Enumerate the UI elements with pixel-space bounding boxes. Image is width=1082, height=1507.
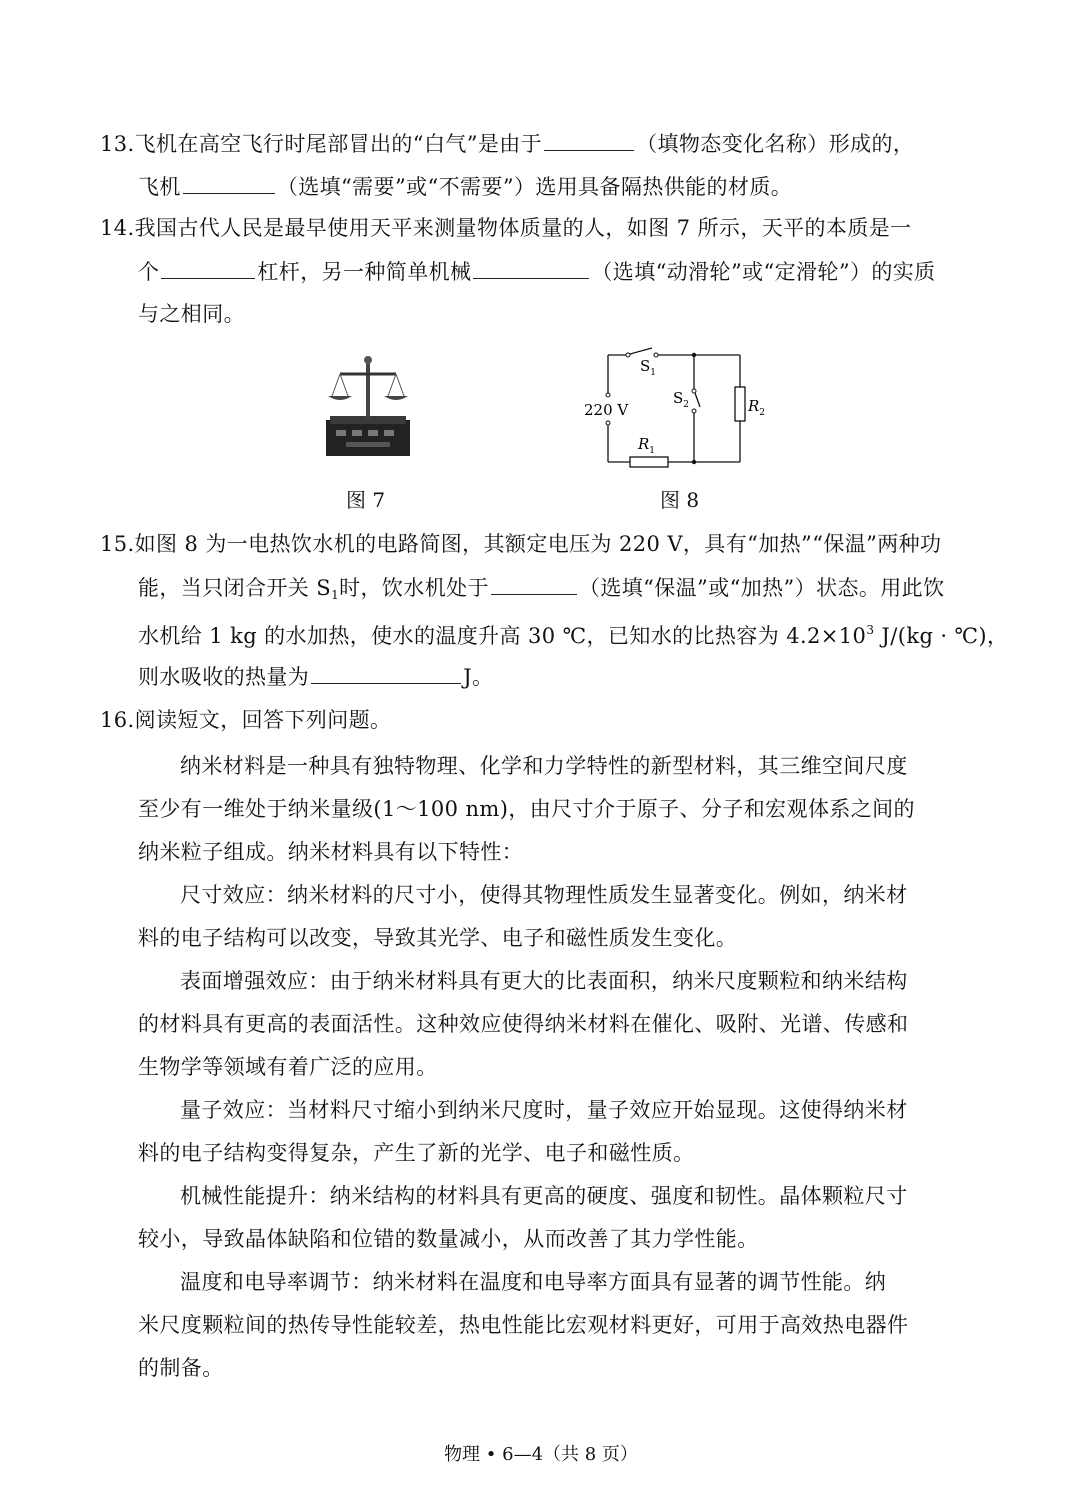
q13-line-2: 飞机 （选填“需要”或“不需要”）选用具备隔热供能的材质。 bbox=[138, 171, 792, 202]
page-footer: 物理 • 6—4（共 8 页） bbox=[444, 1444, 638, 1465]
q16-passage-line: 的制备。 bbox=[138, 1356, 224, 1380]
q16-passage-line: 量子效应：当材料尺寸缩小到纳米尺度时，量子效应开始显现。这使得纳米材 bbox=[180, 1098, 908, 1122]
q16-passage-line: 尺寸效应：纳米材料的尺寸小，使得其物理性质发生显著变化。例如，纳米材 bbox=[180, 883, 908, 907]
s1-label: $S_1$ bbox=[640, 357, 657, 378]
q15-number: 15. bbox=[100, 532, 135, 556]
q13-line-1: 13.飞机在高空飞行时尾部冒出的“白气”是由于 （填物态变化名称）形成的， bbox=[100, 128, 914, 159]
source-voltage-label: 220 V bbox=[584, 401, 629, 419]
q14-blank-2[interactable] bbox=[473, 256, 589, 279]
figure-8-caption: 图 8 bbox=[660, 488, 700, 512]
figure-8-circuit-diagram bbox=[578, 345, 778, 475]
q16-passage-line: 料的电子结构可以改变，导致其光学、电子和磁性质发生变化。 bbox=[138, 926, 738, 950]
q15-line-2: 能，当只闭合开关 $S_1$时，饮水机处于 （选填“保温”或“加热”）状态。用此饮 bbox=[138, 572, 944, 610]
q16-passage-line: 料的电子结构变得复杂，产生了新的光学、电子和磁性质。 bbox=[138, 1141, 695, 1165]
q16-passage-line: 表面增强效应：由于纳米材料具有更大的比表面积，纳米尺度颗粒和纳米结构 bbox=[180, 969, 908, 993]
q15-line-3: 水机给 1 kg 的水加热，使水的温度升高 30 ℃，已知水的比热容为 $4.2\times 10^3$ J/(kg · ℃)， bbox=[138, 623, 1009, 648]
figure-7-caption: 图 7 bbox=[346, 488, 386, 512]
q13-number: 13. bbox=[100, 132, 135, 156]
q16-passage-line: 较小，导致晶体缺陷和位错的数量减小，从而改善了其力学性能。 bbox=[138, 1227, 759, 1251]
q14-line-1: 14.我国古代人民是最早使用天平来测量物体质量的人，如图 7 所示，天平的本质是一 bbox=[100, 216, 912, 240]
r2-label: $R_2$ bbox=[748, 397, 766, 418]
q16-passage-line: 机械性能提升：纳米结构的材料具有更高的硬度、强度和韧性。晶体颗粒尺寸 bbox=[180, 1184, 908, 1208]
q14-number: 14. bbox=[100, 216, 135, 240]
q16-passage-line: 生物学等领域有着广泛的应用。 bbox=[138, 1055, 438, 1079]
q13-blank-2[interactable] bbox=[183, 171, 275, 194]
q13-blank-1[interactable] bbox=[544, 128, 634, 151]
q14-line-3: 与之相同。 bbox=[138, 302, 245, 326]
q16-passage-line: 纳米材料是一种具有独特物理、化学和力学特性的新型材料，其三维空间尺度 bbox=[180, 754, 908, 778]
q16-passage-line: 纳米粒子组成。纳米材料具有以下特性： bbox=[138, 840, 524, 864]
q15-blank-2[interactable] bbox=[311, 661, 461, 684]
s2-label: $S_2$ bbox=[673, 389, 690, 410]
q14-line-2: 个 杠杆，另一种简单机械 （选填“动滑轮”或“定滑轮”）的实质 bbox=[138, 256, 936, 287]
q16-passage-line: 米尺度颗粒间的热传导性能较差，热电性能比宏观材料更好，可用于高效热电器件 bbox=[138, 1313, 909, 1337]
q16-passage-line: 温度和电导率调节：纳米材料在温度和电导率方面具有显著的调节性能。纳 bbox=[180, 1270, 887, 1294]
figure-7-balance-image bbox=[318, 350, 418, 460]
q15-line-1: 15.如图 8 为一电热饮水机的电路简图，其额定电压为 220 V，具有“加热”“保温”两种功 bbox=[100, 532, 942, 556]
q15-line-4: 则水吸收的热量为 J。 bbox=[138, 661, 493, 692]
q16-intro: 16.阅读短文，回答下列问题。 bbox=[100, 708, 392, 732]
q16-passage-line: 至少有一维处于纳米量级(1～100 nm)，由尺寸介于原子、分子和宏观体系之间的 bbox=[138, 797, 915, 821]
q16-number: 16. bbox=[100, 708, 135, 732]
q14-blank-1[interactable] bbox=[161, 256, 255, 279]
r1-label: $R_1$ bbox=[638, 435, 656, 456]
q16-passage-line: 的材料具有更高的表面活性。这种效应使得纳米材料在催化、吸附、光谱、传感和 bbox=[138, 1012, 909, 1036]
q15-blank-1[interactable] bbox=[491, 572, 577, 595]
